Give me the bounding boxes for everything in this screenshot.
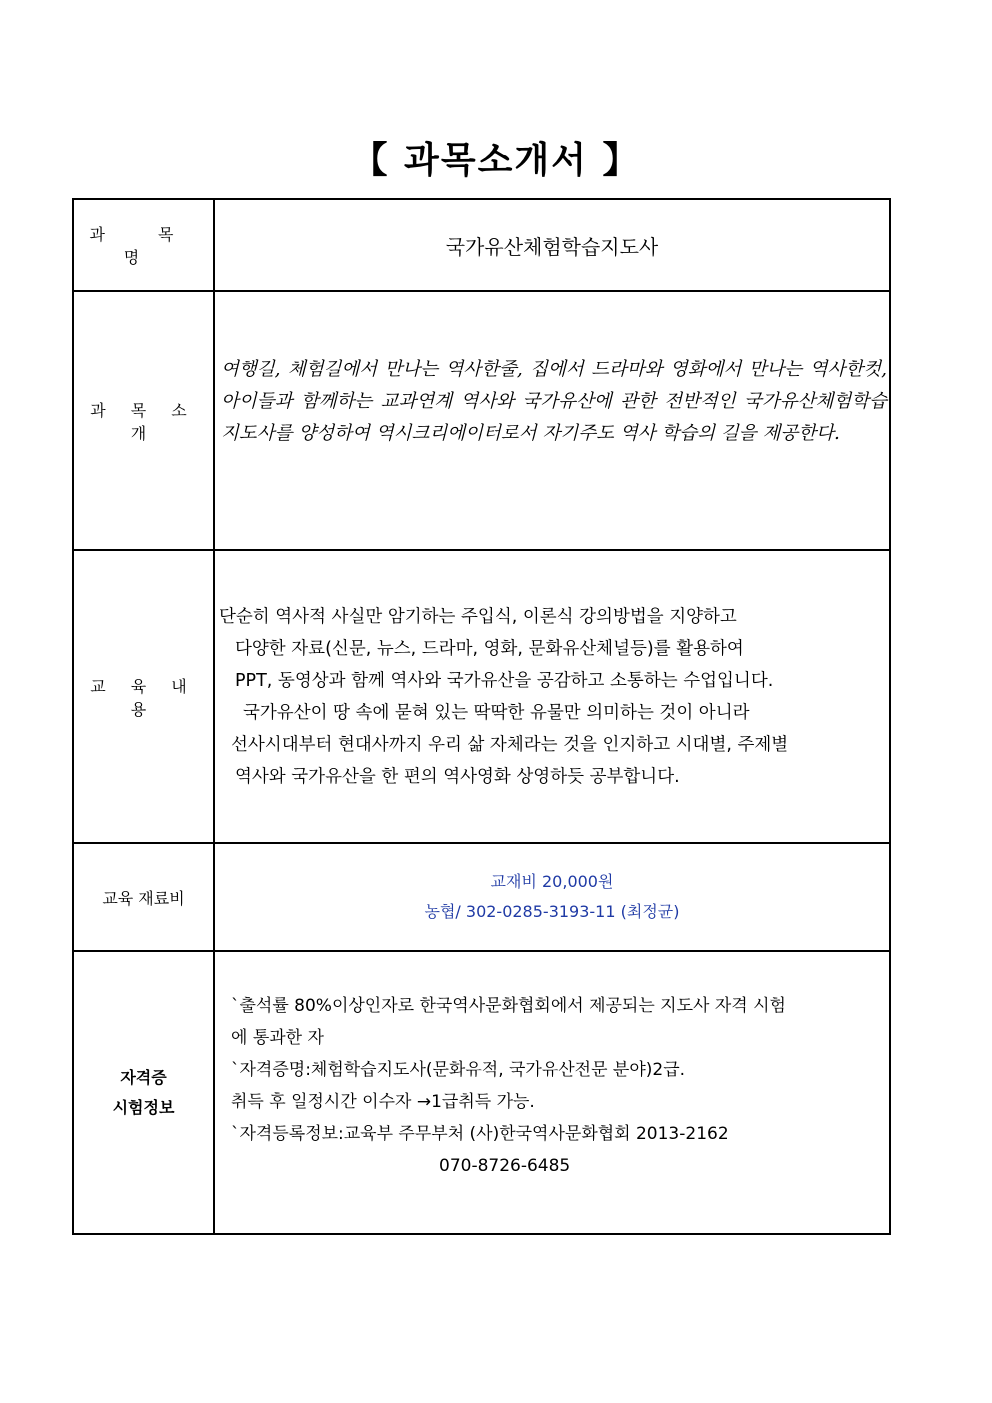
certificate-cell: [214, 951, 890, 1234]
certificate-row: [73, 951, 890, 1234]
course-name-label: [73, 199, 214, 291]
education-content-label: [73, 550, 214, 843]
material-fee-account: 농협/ 302-0285-3193-11 (최정균): [424, 902, 680, 921]
certificate-line: `출석률 80%이상인자로 한국역사문화협회에서 제공되는 지도사 자격 시험: [231, 995, 786, 1016]
education-content-line: 다양한 자료(신문, 뉴스, 드라마, 영화, 문화유산체널등)를 활용하여: [235, 638, 744, 659]
material-fee-label: [73, 843, 214, 951]
course-intro-cell: [214, 291, 890, 550]
education-content-line: 역사와 국가유산을 한 편의 역사영화 상영하듯 공부합니다.: [235, 766, 680, 787]
education-content-line: 선사시대부터 현대사까지 우리 삶 자체라는 것을 인지하고 시대별, 주제별: [231, 734, 789, 755]
course-intro-label-text: 과 목 소 개: [90, 400, 197, 443]
education-content-text: [215, 601, 889, 793]
page-title: 【 과목소개서 】: [351, 140, 641, 181]
course-intro-label: [73, 291, 214, 550]
material-fee-row: [73, 843, 890, 951]
course-name-value: 국가유산체험학습지도사: [445, 234, 659, 259]
certificate-line: `자격증명:체험학습지도사(문화유적, 국가유산전문 분야)2급.: [231, 1059, 686, 1080]
course-table: [72, 198, 891, 1235]
certificate-line: `자격등록정보:교육부 주무부처 (사)한국역사문화협회 2013-2162: [231, 1123, 729, 1144]
certificate-label-line2: 시험정보: [112, 1097, 175, 1117]
certificate-line: 070-8726-6485: [439, 1155, 571, 1176]
education-content-cell: [214, 550, 890, 843]
certificate-text: [215, 990, 889, 1182]
certificate-label-line1: 자격증: [120, 1067, 167, 1087]
certificate-line: 에 통과한 자: [231, 1027, 324, 1048]
course-intro-row: [73, 291, 890, 550]
education-content-line: 국가유산이 땅 속에 묻혀 있는 딱딱한 유물만 의미하는 것이 아니라: [243, 702, 750, 723]
material-fee-label-text: 교육 재료비: [102, 888, 185, 908]
education-content-row: [73, 550, 890, 843]
course-name-row: [73, 199, 890, 291]
education-content-label-text: 교 육 내 용: [90, 676, 197, 719]
course-name-label-text: 과 목 명: [89, 225, 198, 267]
course-intro-text: 여행길, 체험길에서 만나는 역사한줄, 집에서 드라마와 영화에서 만나는 역사한컷, 아이들과 함께하는 교과연계 역사와 국가유산에 관한 전반적인 국가유산체험학습지도사를 양성하여 역시크리에이터로서 자기주도 역사 학습의 길을 제공한다.: [221, 358, 887, 444]
education-content-line: 단순히 역사적 사실만 암기하는 주입식, 이론식 강의방법을 지양하고: [219, 606, 737, 627]
certificate-line: 취득 후 일정시간 이수자 →1급취득 가능.: [231, 1091, 535, 1112]
certificate-label: [73, 951, 214, 1234]
education-content-line: PPT, 동영상과 함께 역사와 국가유산을 공감하고 소통하는 수업입니다.: [235, 670, 774, 691]
material-fee-cell: [214, 843, 890, 951]
course-name-cell: [214, 199, 890, 291]
material-fee-amount: 교재비 20,000원: [490, 872, 614, 891]
material-fee-text: [215, 867, 889, 927]
